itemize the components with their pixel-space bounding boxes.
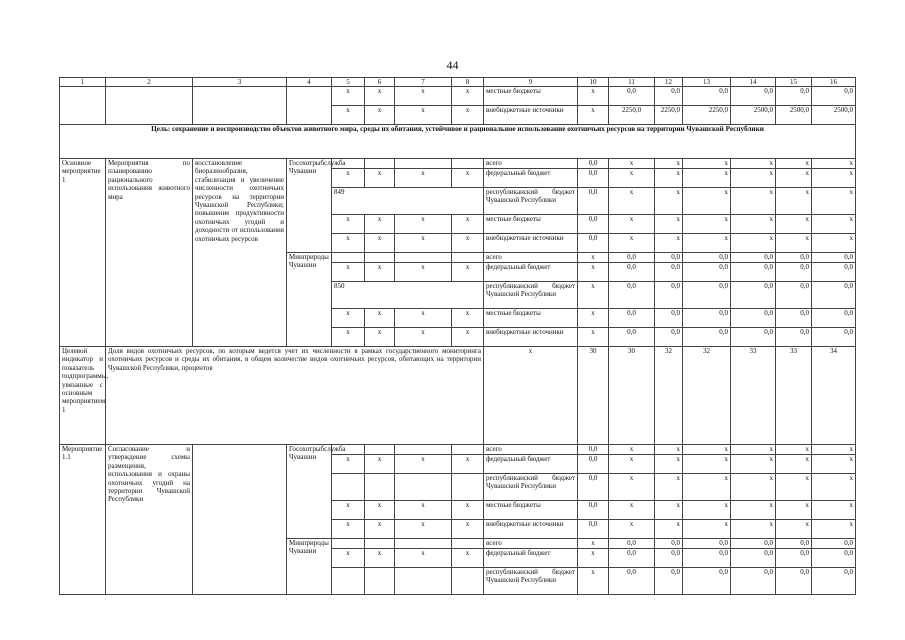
value-cell: х xyxy=(812,473,856,500)
value-cell: х xyxy=(731,187,776,214)
empty-cell xyxy=(287,87,332,125)
value-cell: х xyxy=(683,234,731,253)
value-cell: 0,0 xyxy=(609,549,655,568)
event-result: восстановление биоразнообразия, стабилизация и увеличение численности охотничьих ресурсов на территории Чувашской Республики; повышение продуктивности охотничьих угодий и доходности от использования охотничьих ресурсов xyxy=(193,159,287,347)
value-cell: х xyxy=(683,444,731,454)
value-cell: 0,0 xyxy=(731,263,776,282)
value-cell: 0,0 xyxy=(731,567,776,594)
code-cell: х xyxy=(452,234,484,253)
value-cell: 0,0 xyxy=(655,309,683,328)
code-cell xyxy=(395,473,452,500)
code-cell: х xyxy=(332,87,365,106)
value-cell: 0,0 xyxy=(776,252,812,262)
code-cell: х xyxy=(452,549,484,568)
indicator-value: 32 xyxy=(655,346,683,444)
column-number: 9 xyxy=(484,78,578,87)
value-cell: х xyxy=(683,169,731,188)
source-cell: внебюджетные источники xyxy=(484,328,578,347)
value-cell: х xyxy=(655,473,683,500)
value-cell: 0,0 xyxy=(731,328,776,347)
code-cell: х xyxy=(332,501,365,520)
goal-title: Цель: сохранение и воспроизводство объектов животного мира, среды их обитания, устойчивое и рациональное использование охотничьих ресурсов на территории Чувашской Республики xyxy=(60,125,856,159)
value-cell: 0,0 xyxy=(683,328,731,347)
value-cell: 0,0 xyxy=(731,252,776,262)
goal-row xyxy=(60,125,856,159)
source-cell: федеральный бюджет xyxy=(484,549,578,568)
code-cell: х xyxy=(365,263,395,282)
value-cell: 0,0 xyxy=(655,567,683,594)
value-cell: х xyxy=(731,444,776,454)
value-cell: 0,0 xyxy=(655,538,683,548)
code-cell: х xyxy=(332,215,365,234)
indicator-unit: х xyxy=(484,346,578,444)
value-cell: х xyxy=(578,252,609,262)
empty-cell xyxy=(193,87,287,125)
value-cell: х xyxy=(578,263,609,282)
value-cell: х xyxy=(578,549,609,568)
value-cell: 0,0 xyxy=(609,281,655,308)
value-cell: 0,0 xyxy=(731,309,776,328)
code-cell xyxy=(332,473,365,500)
value-cell: х xyxy=(609,234,655,253)
code-cell: х xyxy=(395,455,452,474)
value-cell: х xyxy=(578,328,609,347)
value-cell: 0,0 xyxy=(776,309,812,328)
code-cell xyxy=(452,567,484,594)
table-row xyxy=(60,87,856,106)
code-cell: х xyxy=(365,106,395,125)
indicator-value: 30 xyxy=(578,346,609,444)
event-label: Мероприятие 1.1 xyxy=(60,444,106,594)
value-cell: 2500,0 xyxy=(776,106,812,125)
value-cell: 0,0 xyxy=(776,549,812,568)
source-cell: местные бюджеты xyxy=(484,501,578,520)
code-cell xyxy=(395,444,452,454)
code-cell: х xyxy=(332,263,365,282)
column-number: 4 xyxy=(287,78,332,87)
code-cell: х xyxy=(332,234,365,253)
code-cell: х xyxy=(365,520,395,539)
code-cell: х xyxy=(395,263,452,282)
code-cell xyxy=(332,252,365,262)
code-cell: х xyxy=(395,520,452,539)
value-cell: х xyxy=(609,520,655,539)
value-cell: х xyxy=(655,444,683,454)
value-cell: х xyxy=(609,501,655,520)
code-cell: х xyxy=(452,520,484,539)
value-cell: х xyxy=(655,187,683,214)
value-cell: х xyxy=(609,215,655,234)
indicator-value: 33 xyxy=(731,346,776,444)
value-cell: х xyxy=(683,159,731,169)
empty-cell xyxy=(106,87,193,125)
code-cell xyxy=(365,159,395,169)
value-cell: х xyxy=(609,473,655,500)
column-number: 6 xyxy=(365,78,395,87)
value-cell: х xyxy=(812,501,856,520)
value-cell: 0,0 xyxy=(609,538,655,548)
value-cell: 0,0 xyxy=(683,549,731,568)
code-cell: х xyxy=(452,215,484,234)
code-cell: х xyxy=(332,328,365,347)
value-cell: 0,0 xyxy=(812,263,856,282)
value-cell: х xyxy=(609,444,655,454)
value-cell: 0,0 xyxy=(655,263,683,282)
value-cell: 0,0 xyxy=(578,520,609,539)
code-cell: х xyxy=(395,309,452,328)
value-cell: х xyxy=(578,106,609,125)
value-cell: х xyxy=(812,234,856,253)
value-cell: х xyxy=(731,520,776,539)
code-cell: х xyxy=(365,169,395,188)
column-number: 8 xyxy=(452,78,484,87)
value-cell: х xyxy=(731,455,776,474)
value-cell: 0,0 xyxy=(578,473,609,500)
value-cell: 2250,0 xyxy=(655,106,683,125)
column-number: 12 xyxy=(655,78,683,87)
code-cell: х xyxy=(452,169,484,188)
code-cell xyxy=(332,567,365,594)
value-cell: х xyxy=(812,187,856,214)
column-number: 1 xyxy=(60,78,106,87)
value-cell: 0,0 xyxy=(683,252,731,262)
source-cell: всего xyxy=(484,444,578,454)
value-cell: х xyxy=(609,159,655,169)
value-cell: х xyxy=(655,215,683,234)
code-cell xyxy=(365,252,395,262)
code-cell xyxy=(452,444,484,454)
code-cell: х xyxy=(365,328,395,347)
indicator-label: Целевой индикатор и показатель подпрограммы, увязанные с основным мероприятием 1 xyxy=(60,346,106,444)
value-cell: 0,0 xyxy=(578,215,609,234)
value-cell: 0,0 xyxy=(683,567,731,594)
value-cell: 0,0 xyxy=(609,87,655,106)
value-cell: 0,0 xyxy=(812,281,856,308)
executor-name: Минприроды Чувашии xyxy=(287,252,332,346)
code-cell: х xyxy=(365,87,395,106)
value-cell: 0,0 xyxy=(578,444,609,454)
column-numbers-row xyxy=(60,78,856,87)
event-name: Мероприятия по планированию рационального использования животного мира xyxy=(106,159,193,347)
value-cell: 2500,0 xyxy=(812,106,856,125)
value-cell: х xyxy=(812,444,856,454)
value-cell: 0,0 xyxy=(683,281,731,308)
code-cell: х xyxy=(332,520,365,539)
value-cell: х xyxy=(731,473,776,500)
source-cell: федеральный бюджет xyxy=(484,263,578,282)
value-cell: х xyxy=(683,473,731,500)
code-cell: х xyxy=(395,169,452,188)
code-cell: х xyxy=(395,215,452,234)
indicator-value: 33 xyxy=(776,346,812,444)
value-cell: х xyxy=(683,455,731,474)
code-cell xyxy=(365,538,395,548)
value-cell: х xyxy=(578,309,609,328)
value-cell: х xyxy=(683,501,731,520)
source-cell: местные бюджеты xyxy=(484,309,578,328)
value-cell: х xyxy=(776,169,812,188)
column-number: 15 xyxy=(776,78,812,87)
value-cell: 2250,0 xyxy=(609,106,655,125)
event-label: Основное мероприятие 1 xyxy=(60,159,106,347)
code-cell: х xyxy=(365,234,395,253)
value-cell: х xyxy=(776,215,812,234)
indicator-value: 30 xyxy=(609,346,655,444)
value-cell: х xyxy=(578,538,609,548)
column-number: 10 xyxy=(578,78,609,87)
column-number: 16 xyxy=(812,78,856,87)
value-cell: 0,0 xyxy=(609,328,655,347)
code-cell: х xyxy=(452,455,484,474)
source-cell: федеральный бюджет xyxy=(484,169,578,188)
code-cell xyxy=(452,252,484,262)
code-cell xyxy=(365,567,395,594)
value-cell: 0,0 xyxy=(655,87,683,106)
value-cell: 0,0 xyxy=(683,87,731,106)
value-cell: 0,0 xyxy=(609,263,655,282)
code-cell xyxy=(452,538,484,548)
code-cell: х xyxy=(365,549,395,568)
value-cell: х xyxy=(731,169,776,188)
value-cell: 0,0 xyxy=(776,281,812,308)
indicator-row xyxy=(60,346,856,444)
source-cell: всего xyxy=(484,538,578,548)
value-cell: 0,0 xyxy=(578,187,609,214)
source-cell: республиканский бюджет Чувашской Республики xyxy=(484,187,578,214)
value-cell: 0,0 xyxy=(812,252,856,262)
value-cell: 0,0 xyxy=(683,263,731,282)
executor-name: Госохотрыбслужба Чувашии xyxy=(287,159,332,253)
code-cell xyxy=(395,252,452,262)
source-cell: внебюджетные источники xyxy=(484,106,578,125)
code-cell: х xyxy=(332,169,365,188)
value-cell: х xyxy=(578,281,609,308)
code-cell xyxy=(452,473,484,500)
indicator-value: 32 xyxy=(683,346,731,444)
value-cell: 0,0 xyxy=(776,263,812,282)
value-cell: 0,0 xyxy=(578,455,609,474)
value-cell: х xyxy=(731,159,776,169)
code-cell: х xyxy=(365,215,395,234)
value-cell: х xyxy=(655,159,683,169)
code-cell: х xyxy=(452,87,484,106)
code-cell: х xyxy=(365,455,395,474)
code-cell: х xyxy=(395,234,452,253)
value-cell: х xyxy=(578,567,609,594)
value-cell: 0,0 xyxy=(683,309,731,328)
value-cell: х xyxy=(776,473,812,500)
executor-name: Госохотрыбслужба Чувашии xyxy=(287,444,332,538)
value-cell: х xyxy=(731,234,776,253)
value-cell: 0,0 xyxy=(578,159,609,169)
value-cell: х xyxy=(731,215,776,234)
table-row xyxy=(60,444,856,454)
value-cell: 0,0 xyxy=(655,328,683,347)
value-cell: 0,0 xyxy=(655,281,683,308)
code-cell: х xyxy=(452,106,484,125)
value-cell: х xyxy=(812,215,856,234)
source-cell: местные бюджеты xyxy=(484,87,578,106)
table-row xyxy=(60,159,856,169)
value-cell: х xyxy=(609,187,655,214)
source-cell: местные бюджеты xyxy=(484,215,578,234)
value-cell: 0,0 xyxy=(578,234,609,253)
value-cell: х xyxy=(683,520,731,539)
event-name: Согласование и утверждение схемы размещения, использования и охраны охотничьих угодий на территории Чувашской Республики xyxy=(106,444,193,594)
value-cell: 0,0 xyxy=(812,567,856,594)
page-number: 44 xyxy=(446,58,459,72)
column-number: 5 xyxy=(332,78,365,87)
source-cell: всего xyxy=(484,159,578,169)
column-number: 2 xyxy=(106,78,193,87)
budget-code: 850 xyxy=(332,281,484,308)
value-cell: х xyxy=(776,455,812,474)
column-number: 7 xyxy=(395,78,452,87)
code-cell: х xyxy=(452,328,484,347)
value-cell: х xyxy=(683,215,731,234)
value-cell: х xyxy=(812,455,856,474)
value-cell: х xyxy=(655,169,683,188)
code-cell: х xyxy=(452,309,484,328)
code-cell: х xyxy=(332,549,365,568)
program-table xyxy=(59,77,856,595)
source-cell: республиканский бюджет Чувашской Республики xyxy=(484,567,578,594)
code-cell xyxy=(332,538,365,548)
value-cell: х xyxy=(776,159,812,169)
source-cell: республиканский бюджет Чувашской Республики xyxy=(484,473,578,500)
code-cell: х xyxy=(395,87,452,106)
value-cell: х xyxy=(609,455,655,474)
value-cell: 0,0 xyxy=(609,252,655,262)
code-cell xyxy=(365,473,395,500)
column-number: 14 xyxy=(731,78,776,87)
column-number: 11 xyxy=(609,78,655,87)
value-cell: х xyxy=(776,444,812,454)
value-cell: х xyxy=(655,501,683,520)
value-cell: 0,0 xyxy=(812,328,856,347)
value-cell: х xyxy=(683,187,731,214)
value-cell: 0,0 xyxy=(655,549,683,568)
code-cell: х xyxy=(452,501,484,520)
code-cell xyxy=(395,159,452,169)
code-cell: х xyxy=(395,501,452,520)
code-cell: х xyxy=(365,309,395,328)
value-cell: х xyxy=(731,501,776,520)
indicator-value: 34 xyxy=(812,346,856,444)
code-cell: х xyxy=(332,455,365,474)
source-cell: внебюджетные источники xyxy=(484,234,578,253)
code-cell xyxy=(365,444,395,454)
value-cell: х xyxy=(812,159,856,169)
value-cell: х xyxy=(812,520,856,539)
value-cell: 0,0 xyxy=(609,309,655,328)
value-cell: 0,0 xyxy=(731,87,776,106)
value-cell: 0,0 xyxy=(812,549,856,568)
value-cell: х xyxy=(578,87,609,106)
code-cell xyxy=(452,159,484,169)
indicator-text: Доля видов охотничьих ресурсов, по которым ведется учет их численности в рамках государственного мониторинга охотничьих ресурсов и среды их обитания, в общем количестве видов охотничьих ресурсов, обитающих на территории Чувашской Республики, процентов xyxy=(106,346,484,444)
value-cell: х xyxy=(655,234,683,253)
code-cell xyxy=(395,538,452,548)
value-cell: х xyxy=(655,520,683,539)
value-cell: х xyxy=(776,187,812,214)
code-cell: х xyxy=(332,309,365,328)
code-cell: х xyxy=(365,501,395,520)
source-cell: всего xyxy=(484,252,578,262)
value-cell: 0,0 xyxy=(776,567,812,594)
value-cell: 2250,0 xyxy=(683,106,731,125)
value-cell: х xyxy=(776,234,812,253)
value-cell: 0,0 xyxy=(578,501,609,520)
value-cell: 0,0 xyxy=(578,169,609,188)
value-cell: 0,0 xyxy=(655,252,683,262)
source-cell: внебюджетные источники xyxy=(484,520,578,539)
value-cell: 0,0 xyxy=(776,87,812,106)
empty-cell xyxy=(60,87,106,125)
value-cell: х xyxy=(609,169,655,188)
value-cell: х xyxy=(655,455,683,474)
value-cell: 0,0 xyxy=(812,538,856,548)
value-cell: 0,0 xyxy=(812,87,856,106)
column-number: 13 xyxy=(683,78,731,87)
budget-code: 849 xyxy=(332,187,484,214)
event-result xyxy=(193,444,287,594)
source-cell: республиканский бюджет Чувашской Республики xyxy=(484,281,578,308)
code-cell: х xyxy=(395,328,452,347)
value-cell: 0,0 xyxy=(609,567,655,594)
executor-name: Минприроды Чувашии xyxy=(287,538,332,594)
value-cell: 0,0 xyxy=(731,549,776,568)
value-cell: 0,0 xyxy=(776,538,812,548)
value-cell: х xyxy=(776,501,812,520)
code-cell: х xyxy=(452,263,484,282)
value-cell: 0,0 xyxy=(731,538,776,548)
value-cell: х xyxy=(776,520,812,539)
code-cell: х xyxy=(395,549,452,568)
code-cell xyxy=(395,567,452,594)
code-cell: х xyxy=(395,106,452,125)
value-cell: 0,0 xyxy=(812,309,856,328)
value-cell: х xyxy=(812,169,856,188)
code-cell: х xyxy=(332,106,365,125)
source-cell: федеральный бюджет xyxy=(484,455,578,474)
value-cell: 2500,0 xyxy=(731,106,776,125)
value-cell: 0,0 xyxy=(683,538,731,548)
value-cell: 0,0 xyxy=(776,328,812,347)
value-cell: 0,0 xyxy=(731,281,776,308)
column-number: 3 xyxy=(193,78,287,87)
